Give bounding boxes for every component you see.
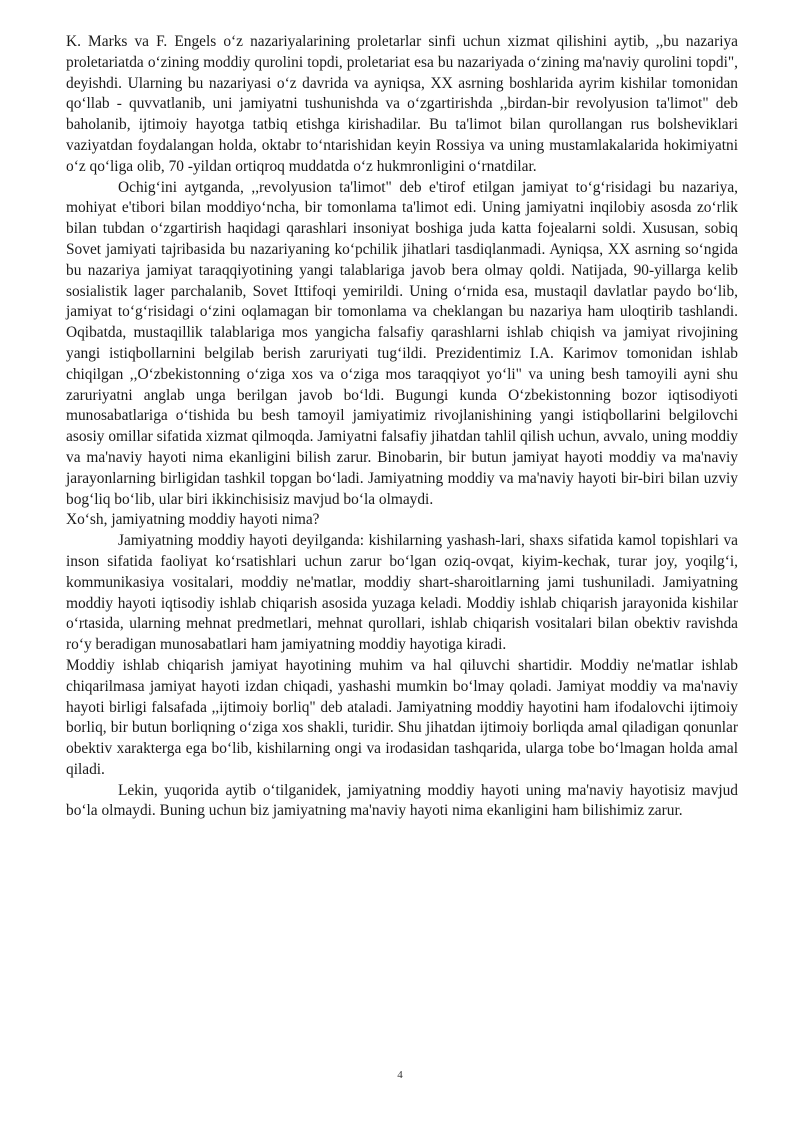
paragraph-revolutionary-theory: Ochigʻini aytganda, ,,revolyusion ta'limot" deb e'tirof etilgan jamiyat toʻgʻrisidagi bu nazariya, mohiyat e'tibori bilan moddiyoʻncha, bir tomonlama ta'limot edi. Uning jamiyatni inqilobiy asosda zoʻrlik bilan tubdan oʻzgartirish haqidagi qarashlari insoniyat boshiga juda katta fojealarni soldi. Xususan, sobiq Sovet jamiyati tajribasida bu nazariyaning koʻpchilik jihatlari tasdiqlanmadi. Ayniqsa, XX asrning soʻngida bu nazariya jamiyat taraqqiyotining yangi talablariga javob bera olmay qoldi. Natijada, 90-yillarga kelib sosialistik lager parchalanib, Sovet Ittifoqi yemirildi. Uning oʻrnida esa, mustaqil davlatlar paydo boʻlib, jamiyat toʻgʻrisidagi oʻzini oqlamagan bir tomonlama va cheklangan bu nazariya ham uloqtirib tashlandi. Oqibatda, mustaqillik talablariga mos yangicha falsafiy qarashlarni ishlab chiqish va jamiyat rivojining yangi istiqbollarnini belgilab berish zaruriyati tugʻildi. Prezidentimiz I.A. Karimov tomonidan ishlab chiqilgan ,,Oʻzbekistonning oʻziga xos va oʻziga mos taraqqiyot yoʻli" va uning besh tamoyili ayni shu zaruriyatni anglab unga berilgan javob boʻldi. Bugungi kunda Oʻzbekistonning bozor iqtisodiyoti munosabatlariga oʻtishida bu besh tamoyil jamiyatimiz rivojlanishining yangi istiqbollarini belgilovchi asosiy omillar sifatida xizmat qilmoqda. Jamiyatni falsafiy jihatdan tahlil qilish uchun, avvalo, uning moddiy va ma'naviy hayoti nima ekanligini bilish zarur. Binobarin, bir butun jamiyat hayoti moddiy va ma'naviy jarayonlarning birligidan tashkil topgan boʻladi. Jamiyatning moddiy va ma'naviy hayoti bir-biri bilan uzviy bogʻliq boʻlib, ular biri ikkinchisisiz mavjud boʻla olmaydi. [66, 178, 738, 508]
paragraph-marks-engels: K. Marks va F. Engels oʻz nazariyalarining proletarlar sinfi uchun xizmat qilishini aytib, ,,bu nazariya proletariatda oʻzining moddiy qurolini topdi, proletariat esa bu nazariyada oʻzining ma'naviy qurolini topdi", deyishdi. Ularning bu nazariyasi oʻz davrida va ayniqsa, XX asrning boshlarida ayrim kishilar tomonidan qoʻllab - quvvatlanib, uni jamiyatni tushunishda va oʻzgartirishda ,,birdan-bir revolyusion ta'limot" deb baholanib, ijtimoiy hayotga tatbiq etishga kirishadilar. Bu ta'limot bilan qurollangan rus bolsheviklari vaziyatdan foydalangan holda, oktabr toʻntarishidan keyin Rossiya va uning mustamlakalarida hokimiyatni oʻz qoʻliga olib, 70 -yildan ortiqroq muddatda oʻz hukmronligini oʻrnatdilar. [66, 33, 738, 175]
paragraph-spiritual-life: Lekin, yuqorida aytib oʻtilganidek, jamiyatning moddiy hayoti uning ma'naviy hayotisiz mavjud boʻla olmaydi. Buning uchun biz jamiyatning ma'naviy hayoti nima ekanligini ham bilishimiz zarur. [66, 781, 738, 820]
document-page [66, 32, 738, 822]
section-question: Xoʻsh, jamiyatning moddiy hayoti nima? [66, 511, 320, 529]
paragraph-material-life-definition: Jamiyatning moddiy hayoti deyilganda: kishilarning yashash-lari, shaxs sifatida kamol topishlari va inson sifatida faoliyat koʻrsatishlari uchun zarur boʻlgan oziq-ovqat, kiyim-kechak, turar joy, yoqilgʻi, kommunikasiya vositalari, moddiy ne'matlar, moddiy shart-sharoitlarning jami tushuniladi. Jamiyatning moddiy hayoti iqtisodiy ishlab chiqarish asosida yuzaga keladi. Moddiy ishlab chiqarish jarayonida kishilar oʻrtasida, ularning mehnat predmetlari, mehnat qurollari, ishlab chiqarish vositalari bilan obektiv ravishda roʻy beradigan munosabatlari ham jamiyatning moddiy hayotiga kiradi. [66, 532, 738, 654]
page-number: 4 [397, 1069, 403, 1081]
paragraph-material-production: Moddiy ishlab chiqarish jamiyat hayotining muhim va hal qiluvchi shartidir. Moddiy ne'matlar ishlab chiqarilmasa jamiyat hayoti izdan chiqadi, yashashi mumkin boʻlmay qoladi. Jamiyat moddiy va ma'naviy hayoti birligi falsafada ,,ijtimoiy borliq" deb ataladi. Jamiyatning moddiy hayotini ham ifodalovchi ijtimoiy borliq, bir butun borliqning oʻziga xos shakli, turidir. Shu jihatdan ijtimoiy borliqda amal qiladigan qonunlar obektiv xarakterga ega boʻlib, kishilarning ongi va irodasidan tashqarida, ularga tobe boʻlmagan holda amal qiladi. [66, 656, 738, 778]
